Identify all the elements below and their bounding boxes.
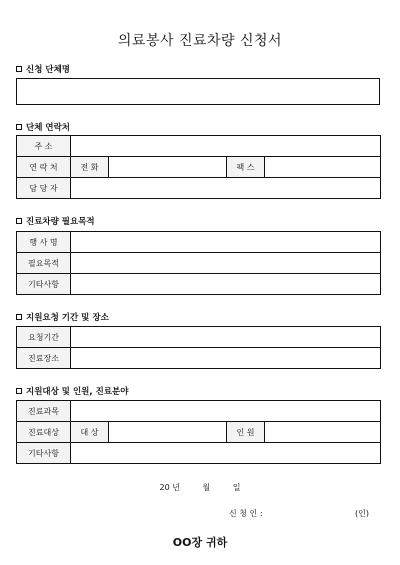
purpose-table (16, 231, 381, 295)
date-year: 20 년 (159, 483, 180, 492)
section-org-name-heading (16, 63, 70, 75)
section-period-heading (16, 311, 109, 323)
section-heading-text: 단체 연락처 (26, 123, 71, 133)
purpose-label: 필요목적 (17, 253, 71, 274)
section-target-heading (16, 385, 128, 397)
section-heading-text: 지원대상 및 인원, 진료분야 (26, 387, 129, 397)
period-label: 요청기간 (17, 327, 71, 348)
section-contact-heading (16, 121, 70, 133)
contact-label: 연 락 처 (17, 157, 71, 178)
section-heading-text: 신청 단체명 (26, 65, 71, 75)
square-bullet-icon (16, 124, 22, 130)
form-title: 의료봉사 진료차량 신청서 (117, 33, 283, 49)
target-table (16, 400, 381, 464)
subject-input[interactable] (109, 422, 227, 443)
square-bullet-icon (16, 66, 22, 72)
manager-input[interactable] (71, 178, 381, 199)
event-label: 행 사 명 (17, 232, 71, 253)
place-label: 진료장소 (17, 348, 71, 369)
period-input[interactable] (71, 327, 381, 348)
manager-label: 담 당 자 (17, 178, 71, 199)
period-table (16, 326, 381, 369)
fax-input[interactable] (265, 157, 381, 178)
dept-input[interactable] (71, 401, 381, 422)
recipient: OO장 귀하 (172, 536, 228, 549)
square-bullet-icon (16, 314, 22, 320)
date-month: 월 (202, 483, 211, 492)
phone-input[interactable] (109, 157, 227, 178)
applicant-label: 신 청 인 : (229, 509, 263, 518)
org-name-input[interactable] (16, 78, 380, 105)
date-day: 일 (232, 483, 241, 492)
section-purpose-heading (16, 215, 95, 227)
square-bullet-icon (16, 218, 22, 224)
date-line (0, 482, 400, 493)
seal-label: (인) (355, 509, 369, 518)
dept-label: 진료과목 (17, 401, 71, 422)
fax-label: 팩 스 (227, 157, 265, 178)
subject-label: 대 상 (71, 422, 109, 443)
contact-table (16, 135, 381, 199)
target-label: 진료대상 (17, 422, 71, 443)
other-label: 기타사항 (17, 443, 71, 464)
square-bullet-icon (16, 388, 22, 394)
section-heading-text: 진료차량 필요목적 (26, 217, 95, 227)
phone-label: 전 화 (71, 157, 109, 178)
other-input[interactable] (71, 443, 381, 464)
address-label: 주 소 (17, 136, 71, 157)
other-label: 기타사항 (17, 274, 71, 295)
purpose-input[interactable] (71, 253, 381, 274)
count-label: 인 원 (227, 422, 265, 443)
other-input[interactable] (71, 274, 381, 295)
section-heading-text: 지원요청 기간 및 장소 (26, 313, 109, 323)
event-input[interactable] (71, 232, 381, 253)
address-input[interactable] (71, 136, 381, 157)
count-input[interactable] (265, 422, 381, 443)
place-input[interactable] (71, 348, 381, 369)
